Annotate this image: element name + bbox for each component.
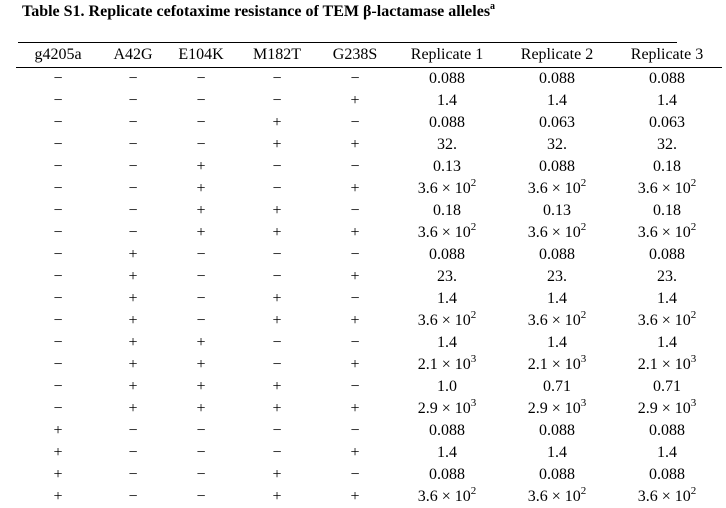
replicate-value-cell: 0.088	[392, 244, 502, 266]
mutation-cell: −	[236, 244, 318, 266]
replicate-value-cell: 23.	[612, 266, 722, 288]
replicate-value-cell: 0.18	[392, 200, 502, 222]
mutation-cell: +	[100, 266, 166, 288]
table-row	[16, 244, 722, 266]
replicate-value-cell: 1.4	[502, 90, 612, 112]
mutation-cell: +	[16, 420, 100, 442]
mutation-cell: +	[318, 178, 392, 200]
column-header: E104K	[166, 43, 236, 68]
table-row	[16, 112, 722, 134]
mutation-cell: −	[16, 288, 100, 310]
table-caption	[22, 3, 495, 21]
mutation-cell: −	[318, 112, 392, 134]
mutation-cell: +	[318, 354, 392, 376]
mutation-cell: −	[16, 376, 100, 398]
replicate-value-cell: $3.6 \times 10^2$	[392, 310, 502, 332]
table-row	[16, 442, 722, 464]
replicate-value-cell: 1.4	[392, 90, 502, 112]
mutation-cell: −	[166, 112, 236, 134]
mutation-cell: −	[166, 420, 236, 442]
replicate-value-cell: 0.088	[502, 244, 612, 266]
replicate-value-cell: 0.088	[502, 464, 612, 486]
mutation-cell: −	[16, 332, 100, 354]
mutation-cell: −	[318, 200, 392, 222]
mutation-cell: +	[236, 288, 318, 310]
mutation-cell: −	[16, 178, 100, 200]
table-header-row	[16, 43, 722, 68]
table-body	[16, 68, 722, 508]
mutation-cell: −	[236, 442, 318, 464]
mutation-cell: +	[100, 244, 166, 266]
mutation-cell: +	[166, 332, 236, 354]
replicate-value-cell: 0.088	[612, 68, 722, 91]
mutation-cell: −	[318, 68, 392, 91]
column-header: Replicate 1	[392, 43, 502, 68]
mutation-cell: −	[16, 398, 100, 420]
mutation-cell: −	[236, 354, 318, 376]
mutation-cell: −	[318, 464, 392, 486]
replicate-value-cell: 0.088	[612, 244, 722, 266]
mutation-cell: +	[318, 398, 392, 420]
mutation-cell: −	[16, 244, 100, 266]
table-row	[16, 354, 722, 376]
replicate-value-cell: 32.	[392, 134, 502, 156]
replicate-value-cell: 0.063	[502, 112, 612, 134]
mutation-cell: +	[16, 442, 100, 464]
mutation-cell: −	[166, 464, 236, 486]
replicate-value-cell: 0.088	[502, 420, 612, 442]
replicate-value-cell: $3.6 \times 10^2$	[612, 310, 722, 332]
column-header: Replicate 2	[502, 43, 612, 68]
replicate-value-cell: 23.	[392, 266, 502, 288]
mutation-cell: −	[100, 90, 166, 112]
replicate-value-cell: $2.1 \times 10^3$	[392, 354, 502, 376]
replicate-value-cell: $3.6 \times 10^2$	[502, 222, 612, 244]
mutation-cell: −	[318, 288, 392, 310]
mutation-cell: −	[100, 178, 166, 200]
mutation-cell: +	[236, 200, 318, 222]
replicate-value-cell: 32.	[612, 134, 722, 156]
column-header: M182T	[236, 43, 318, 68]
mutation-cell: −	[100, 156, 166, 178]
mutation-cell: −	[16, 222, 100, 244]
replicate-value-cell: 1.4	[502, 332, 612, 354]
replicate-value-cell: 0.088	[502, 68, 612, 91]
mutation-cell: +	[166, 156, 236, 178]
replicate-value-cell: $3.6 \times 10^2$	[392, 178, 502, 200]
replicate-value-cell: 1.4	[502, 288, 612, 310]
table-row	[16, 288, 722, 310]
mutation-cell: −	[236, 420, 318, 442]
table-row	[16, 200, 722, 222]
mutation-cell: +	[166, 376, 236, 398]
replicate-value-cell: 0.088	[502, 156, 612, 178]
mutation-cell: −	[166, 244, 236, 266]
mutation-cell: +	[236, 222, 318, 244]
mutation-cell: −	[100, 420, 166, 442]
mutation-cell: −	[318, 156, 392, 178]
table-row	[16, 420, 722, 442]
mutation-cell: −	[16, 200, 100, 222]
mutation-cell: −	[166, 486, 236, 508]
mutation-cell: −	[16, 68, 100, 91]
table-row	[16, 134, 722, 156]
table-row	[16, 266, 722, 288]
mutation-cell: −	[100, 222, 166, 244]
replicate-value-cell: 0.088	[612, 420, 722, 442]
replicate-value-cell: $2.1 \times 10^3$	[612, 354, 722, 376]
table-row	[16, 68, 722, 91]
replicate-value-cell: 0.71	[502, 376, 612, 398]
mutation-cell: +	[100, 310, 166, 332]
replicate-value-cell: 1.4	[612, 288, 722, 310]
resistance-table	[16, 43, 722, 508]
column-header: Replicate 3	[612, 43, 722, 68]
replicate-value-cell: 0.063	[612, 112, 722, 134]
mutation-cell: −	[236, 90, 318, 112]
table-row	[16, 178, 722, 200]
replicate-value-cell: 0.088	[392, 112, 502, 134]
mutation-cell: +	[100, 398, 166, 420]
mutation-cell: −	[100, 134, 166, 156]
mutation-cell: −	[166, 288, 236, 310]
mutation-cell: +	[236, 398, 318, 420]
replicate-value-cell: $3.6 \times 10^2$	[502, 310, 612, 332]
mutation-cell: −	[318, 332, 392, 354]
replicate-value-cell: 1.0	[392, 376, 502, 398]
mutation-cell: −	[16, 90, 100, 112]
replicate-value-cell: $3.6 \times 10^2$	[612, 178, 722, 200]
replicate-value-cell: $2.9 \times 10^3$	[612, 398, 722, 420]
column-header: G238S	[318, 43, 392, 68]
mutation-cell: +	[318, 90, 392, 112]
mutation-cell: +	[318, 134, 392, 156]
replicate-value-cell: $3.6 \times 10^2$	[502, 178, 612, 200]
replicate-value-cell: $2.9 \times 10^3$	[502, 398, 612, 420]
replicate-value-cell: $3.6 \times 10^2$	[612, 222, 722, 244]
mutation-cell: −	[166, 68, 236, 91]
replicate-value-cell: 0.088	[612, 464, 722, 486]
replicate-value-cell: $2.9 \times 10^3$	[392, 398, 502, 420]
mutation-cell: −	[166, 90, 236, 112]
replicate-value-cell: 1.4	[502, 442, 612, 464]
mutation-cell: +	[236, 310, 318, 332]
replicate-value-cell: $3.6 \times 10^2$	[392, 486, 502, 508]
mutation-cell: +	[100, 332, 166, 354]
replicate-value-cell: 1.4	[392, 332, 502, 354]
mutation-cell: −	[318, 420, 392, 442]
table-row	[16, 90, 722, 112]
mutation-cell: +	[236, 112, 318, 134]
mutation-cell: −	[166, 310, 236, 332]
replicate-value-cell: 0.13	[502, 200, 612, 222]
replicate-value-cell: 1.4	[392, 442, 502, 464]
mutation-cell: +	[100, 354, 166, 376]
caption-footnote-mark: a	[490, 1, 495, 12]
replicate-value-cell: $3.6 \times 10^2$	[612, 486, 722, 508]
mutation-cell: +	[236, 464, 318, 486]
mutation-cell: −	[166, 266, 236, 288]
replicate-value-cell: 0.088	[392, 420, 502, 442]
table-row	[16, 398, 722, 420]
mutation-cell: −	[16, 354, 100, 376]
replicate-value-cell: $3.6 \times 10^2$	[392, 222, 502, 244]
mutation-cell: −	[16, 134, 100, 156]
mutation-cell: +	[318, 266, 392, 288]
mutation-cell: +	[318, 442, 392, 464]
table-row	[16, 222, 722, 244]
replicate-value-cell: 1.4	[612, 332, 722, 354]
table-row	[16, 156, 722, 178]
replicate-value-cell: 1.4	[612, 442, 722, 464]
mutation-cell: −	[100, 112, 166, 134]
replicate-value-cell: 0.71	[612, 376, 722, 398]
mutation-cell: +	[166, 354, 236, 376]
replicate-value-cell: 32.	[502, 134, 612, 156]
mutation-cell: +	[166, 398, 236, 420]
mutation-cell: −	[100, 464, 166, 486]
mutation-cell: −	[236, 156, 318, 178]
mutation-cell: +	[318, 486, 392, 508]
replicate-value-cell: 0.088	[392, 68, 502, 91]
mutation-cell: −	[318, 376, 392, 398]
mutation-cell: −	[16, 310, 100, 332]
table-row	[16, 376, 722, 398]
replicate-value-cell: 0.088	[392, 464, 502, 486]
mutation-cell: −	[236, 68, 318, 91]
mutation-cell: +	[318, 310, 392, 332]
table-row	[16, 310, 722, 332]
mutation-cell: +	[166, 200, 236, 222]
mutation-cell: −	[16, 266, 100, 288]
mutation-cell: +	[100, 288, 166, 310]
mutation-cell: +	[166, 222, 236, 244]
mutation-cell: −	[16, 156, 100, 178]
mutation-cell: +	[236, 134, 318, 156]
mutation-cell: −	[236, 266, 318, 288]
mutation-cell: −	[236, 332, 318, 354]
replicate-value-cell: 1.4	[612, 90, 722, 112]
mutation-cell: +	[166, 178, 236, 200]
column-header: g4205a	[16, 43, 100, 68]
replicate-value-cell: 0.18	[612, 200, 722, 222]
replicate-value-cell: 0.18	[612, 156, 722, 178]
mutation-cell: +	[236, 376, 318, 398]
caption-text: Table S1. Replicate cefotaxime resistance of TEM β-lactamase alleles	[22, 3, 490, 20]
mutation-cell: +	[236, 486, 318, 508]
mutation-cell: −	[236, 178, 318, 200]
mutation-cell: +	[100, 376, 166, 398]
mutation-cell: −	[318, 244, 392, 266]
mutation-cell: −	[100, 200, 166, 222]
mutation-cell: −	[100, 486, 166, 508]
mutation-cell: −	[100, 68, 166, 91]
table-row	[16, 464, 722, 486]
table-row	[16, 332, 722, 354]
replicate-value-cell: 1.4	[392, 288, 502, 310]
mutation-cell: −	[166, 134, 236, 156]
mutation-cell: −	[100, 442, 166, 464]
mutation-cell: −	[166, 442, 236, 464]
table-row	[16, 486, 722, 508]
column-header: A42G	[100, 43, 166, 68]
mutation-cell: +	[318, 222, 392, 244]
replicate-value-cell: $2.1 \times 10^3$	[502, 354, 612, 376]
replicate-value-cell: $3.6 \times 10^2$	[502, 486, 612, 508]
mutation-cell: −	[16, 112, 100, 134]
replicate-value-cell: 0.13	[392, 156, 502, 178]
replicate-value-cell: 23.	[502, 266, 612, 288]
mutation-cell: +	[16, 486, 100, 508]
mutation-cell: +	[16, 464, 100, 486]
